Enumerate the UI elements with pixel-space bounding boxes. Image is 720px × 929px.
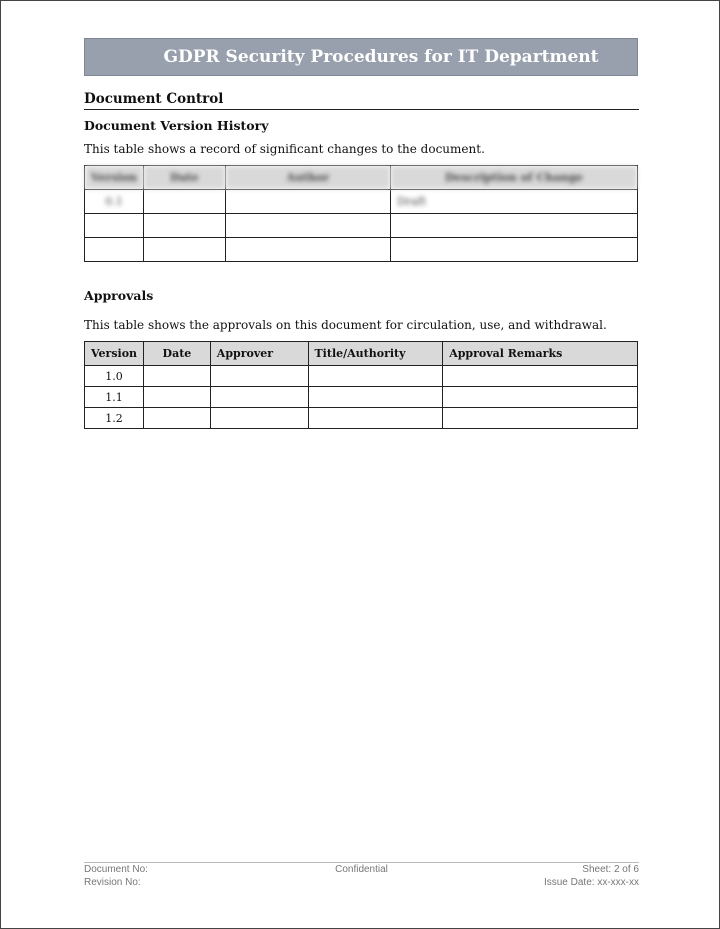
footer-spacer — [269, 876, 454, 889]
table-cell: Draft — [391, 190, 638, 214]
table-cell — [144, 238, 226, 262]
table-cell-version: 1.1 — [85, 387, 144, 408]
section-heading-document-control: Document Control — [84, 91, 639, 110]
table-cell — [144, 366, 211, 387]
approvals-description: This table shows the approvals on this document for circulation, use, and withdrawal. — [84, 318, 607, 332]
table-cell — [210, 366, 308, 387]
table-row — [85, 214, 638, 238]
table-row — [85, 387, 638, 408]
table-cell — [225, 214, 390, 238]
column-header: Date — [144, 166, 226, 190]
table-cell — [443, 408, 638, 429]
table-cell — [144, 214, 226, 238]
table-cell — [225, 238, 390, 262]
approvals-heading: Approvals — [84, 288, 154, 303]
footer-sheet: Sheet: 2 of 6 — [582, 864, 639, 875]
table-cell — [443, 366, 638, 387]
column-header-title-authority: Title/Authority — [308, 342, 443, 366]
table-cell — [443, 387, 638, 408]
version-history-description: This table shows a record of significant changes to the document. — [84, 142, 485, 156]
column-header-approval-remarks: Approval Remarks — [443, 342, 638, 366]
table-row — [85, 190, 638, 214]
table-cell-version: 1.0 — [85, 366, 144, 387]
column-header-approver: Approver — [210, 342, 308, 366]
table-row — [85, 408, 638, 429]
column-header-date: Date — [144, 342, 211, 366]
table-cell — [85, 238, 144, 262]
footer-issue-date: Issue Date: xx-xxx-xx — [543, 877, 639, 888]
table-cell — [144, 387, 211, 408]
footer-classification: Confidential — [335, 864, 388, 875]
footer-revision-no: Revision No: — [84, 877, 141, 888]
table-cell — [308, 408, 443, 429]
column-header: Description of Change — [391, 166, 638, 190]
column-header: Author — [225, 166, 390, 190]
column-header-version: Version — [85, 342, 144, 366]
footer-document-no: Document No: — [84, 864, 148, 875]
table-cell — [144, 190, 226, 214]
version-history-heading: Document Version History — [84, 118, 269, 133]
table-cell-version: 1.2 — [85, 408, 144, 429]
table-cell — [144, 408, 211, 429]
table-cell — [308, 366, 443, 387]
table-row — [85, 238, 638, 262]
table-cell — [308, 387, 443, 408]
document-title: GDPR Security Procedures for IT Department — [163, 47, 599, 67]
table-row — [85, 366, 638, 387]
title-banner — [84, 38, 638, 76]
table-cell: 0.1 — [85, 190, 144, 214]
table-header-row — [85, 166, 638, 190]
table-header-row — [85, 342, 638, 366]
table-cell — [391, 214, 638, 238]
table-cell — [210, 387, 308, 408]
page-footer — [84, 862, 639, 889]
table-cell — [210, 408, 308, 429]
version-history-table — [84, 165, 638, 262]
approvals-table — [84, 341, 638, 429]
table-cell — [225, 190, 390, 214]
table-cell — [391, 238, 638, 262]
table-cell — [85, 214, 144, 238]
column-header: Version — [85, 166, 144, 190]
